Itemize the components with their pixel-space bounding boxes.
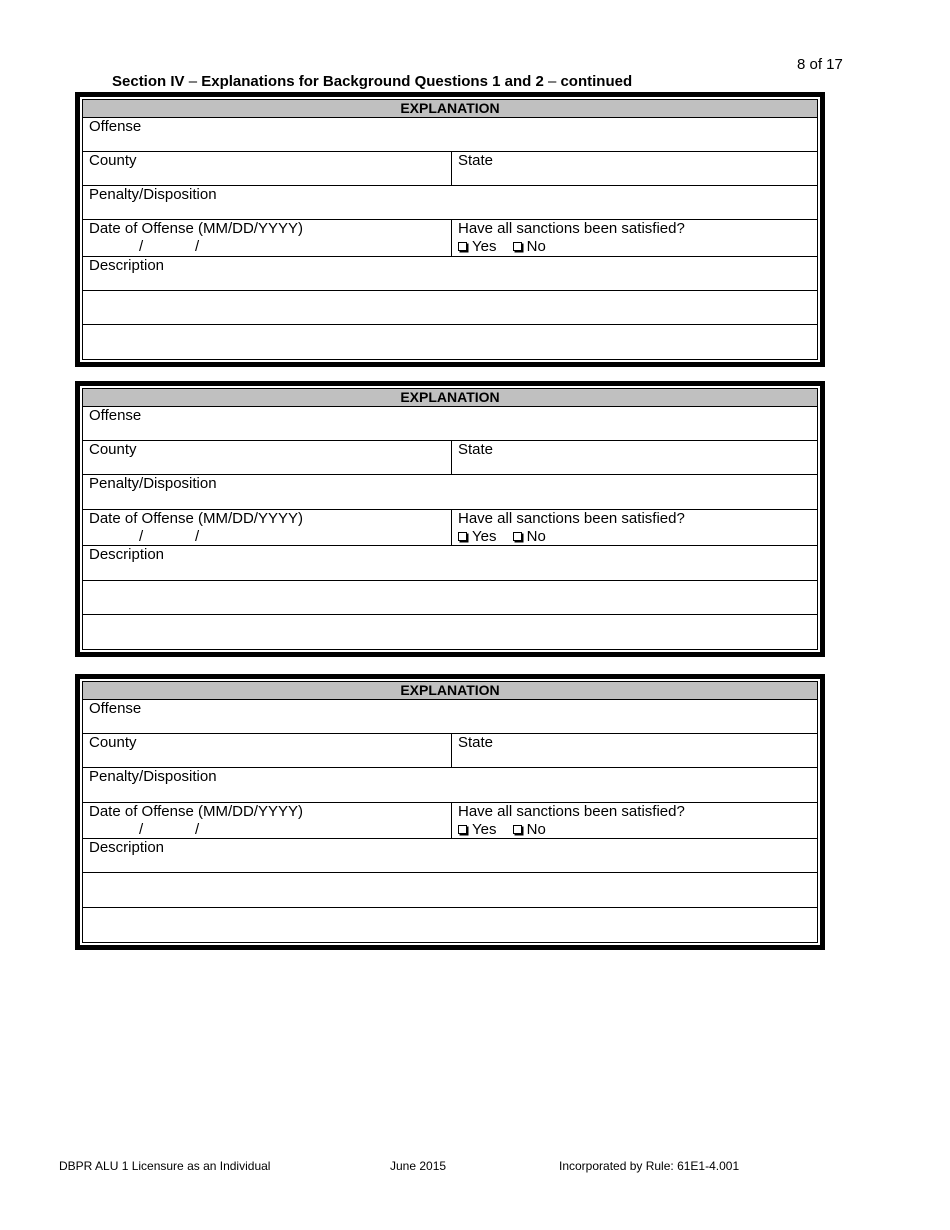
penalty-label: Penalty/Disposition	[89, 475, 217, 492]
county-field[interactable]	[83, 734, 452, 767]
yes-label: Yes	[472, 821, 497, 838]
state-field[interactable]	[452, 734, 817, 767]
date-of-offense-field[interactable]	[83, 510, 452, 545]
description-label: Description	[89, 839, 165, 856]
yes-label: Yes	[472, 528, 497, 545]
description-field[interactable]	[83, 546, 817, 581]
penalty-field[interactable]	[83, 768, 817, 803]
no-label: No	[526, 821, 546, 838]
section-title	[112, 73, 632, 90]
description-label: Description	[89, 546, 165, 563]
section-prefix: Section IV	[112, 73, 185, 90]
page-number: 8 of 17	[797, 56, 843, 73]
date-separator: /	[195, 238, 200, 255]
description-line[interactable]	[83, 615, 817, 649]
description-line[interactable]	[83, 291, 817, 325]
yes-checkbox[interactable]	[458, 242, 467, 251]
description-label: Description	[89, 257, 165, 274]
date-label: Date of Offense (MM/DD/YYYY)	[89, 220, 303, 237]
offense-field[interactable]	[83, 700, 817, 734]
description-field[interactable]	[83, 257, 817, 291]
section-dash: –	[188, 73, 198, 90]
footer-rule: Incorporated by Rule: 61E1-4.001	[559, 1159, 740, 1173]
description-line[interactable]	[83, 581, 817, 615]
date-separator: /	[195, 821, 200, 838]
explanation-header: EXPLANATION	[83, 389, 817, 407]
penalty-field[interactable]	[83, 186, 817, 220]
date-of-offense-field[interactable]	[83, 220, 452, 256]
penalty-field[interactable]	[83, 475, 817, 510]
sanctions-question: Have all sanctions been satisfied?	[458, 220, 685, 237]
explanation-block	[75, 381, 825, 657]
description-line[interactable]	[83, 873, 817, 908]
explanation-header: EXPLANATION	[83, 682, 817, 700]
footer-form-name: DBPR ALU 1 Licensure as an Individual	[59, 1159, 271, 1173]
county-label: County	[89, 441, 137, 458]
section-title-text: Explanations for Background Questions 1 and 2	[201, 73, 544, 90]
no-label: No	[526, 238, 546, 255]
section-suffix: continued	[560, 73, 633, 90]
penalty-label: Penalty/Disposition	[89, 768, 217, 785]
date-separator: /	[195, 528, 200, 545]
no-checkbox[interactable]	[513, 825, 522, 834]
county-field[interactable]	[83, 152, 452, 185]
offense-label: Offense	[89, 407, 142, 424]
no-checkbox[interactable]	[513, 532, 522, 541]
no-checkbox[interactable]	[513, 242, 522, 251]
county-label: County	[89, 734, 137, 751]
explanation-block	[75, 92, 825, 367]
description-field[interactable]	[83, 839, 817, 873]
offense-label: Offense	[89, 118, 142, 135]
offense-label: Offense	[89, 700, 142, 717]
date-separator: /	[139, 821, 144, 838]
description-line[interactable]	[83, 325, 817, 359]
date-label: Date of Offense (MM/DD/YYYY)	[89, 803, 303, 820]
state-field[interactable]	[452, 441, 817, 474]
county-label: County	[89, 152, 137, 169]
penalty-label: Penalty/Disposition	[89, 186, 217, 203]
date-of-offense-field[interactable]	[83, 803, 452, 838]
sanctions-question: Have all sanctions been satisfied?	[458, 803, 685, 820]
offense-field[interactable]	[83, 407, 817, 441]
state-field[interactable]	[452, 152, 817, 185]
yes-checkbox[interactable]	[458, 532, 467, 541]
section-dash: –	[547, 73, 557, 90]
date-separator: /	[139, 528, 144, 545]
county-field[interactable]	[83, 441, 452, 474]
yes-checkbox[interactable]	[458, 825, 467, 834]
explanation-block	[75, 674, 825, 950]
state-label: State	[458, 734, 494, 751]
sanctions-question: Have all sanctions been satisfied?	[458, 510, 685, 527]
state-label: State	[458, 441, 494, 458]
offense-field[interactable]	[83, 118, 817, 152]
footer-date: June 2015	[390, 1159, 447, 1173]
date-label: Date of Offense (MM/DD/YYYY)	[89, 510, 303, 527]
state-label: State	[458, 152, 494, 169]
yes-label: Yes	[472, 238, 497, 255]
no-label: No	[526, 528, 546, 545]
explanation-header: EXPLANATION	[83, 100, 817, 118]
date-separator: /	[139, 238, 144, 255]
description-line[interactable]	[83, 908, 817, 942]
